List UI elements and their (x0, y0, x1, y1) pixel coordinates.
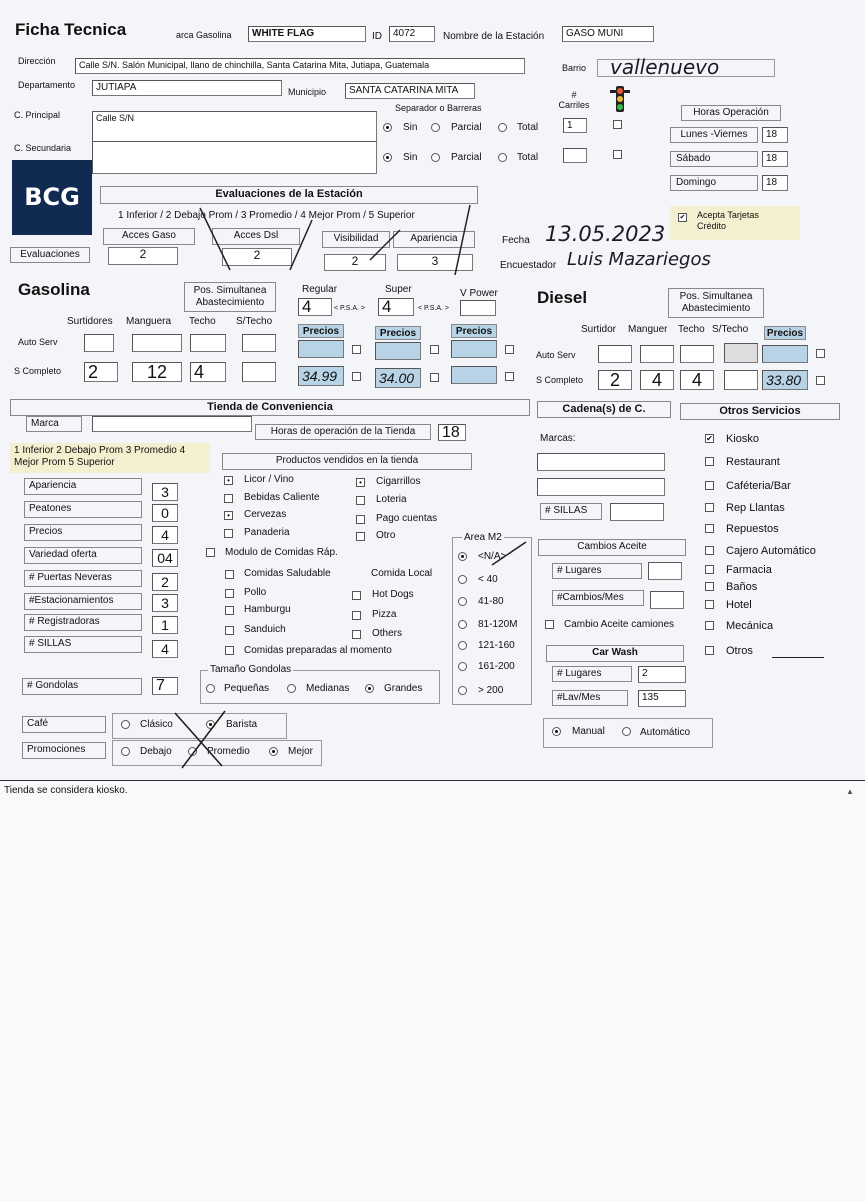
rating-field[interactable]: 1 (152, 616, 178, 634)
servicio-check[interactable] (705, 600, 714, 609)
super-field[interactable]: 4 (378, 298, 414, 316)
servicio-check[interactable] (705, 546, 714, 555)
dsl-col-stecho: S/Techo (712, 324, 749, 335)
gas-as-manguera[interactable] (132, 334, 182, 352)
cprincipal-field[interactable]: Calle S/N (92, 111, 377, 144)
servicio-label: Restaurant (726, 456, 780, 468)
servicio-label: Farmacia (726, 564, 772, 576)
precios-vpower-button[interactable]: Precios (451, 324, 497, 338)
area-radio[interactable] (458, 662, 467, 671)
area-label: 161-200 (478, 661, 515, 672)
estacion-label: Nombre de la Estación (443, 31, 545, 42)
dsl-sc-manguer[interactable]: 4 (640, 370, 674, 390)
comida-check[interactable] (225, 570, 234, 579)
servicio-label: Rep Llantas (726, 502, 785, 514)
comida-check[interactable] (225, 626, 234, 635)
lugares-label: # Lugares (552, 563, 642, 579)
producto-label: Pago cuentas (376, 513, 438, 524)
rating-field[interactable]: 4 (152, 640, 178, 658)
gas-as-check-regular[interactable] (352, 345, 361, 354)
pequenas-label: Pequeñas (224, 683, 270, 694)
cprincipal-label: C. Principal (14, 110, 61, 120)
cadena-title: Cadena(s) de C. (537, 401, 671, 418)
evaluaciones-button[interactable]: Evaluaciones (10, 247, 90, 263)
horas-tienda-label: Horas de operación de la Tienda (255, 424, 431, 440)
area-label: Area M2 (464, 532, 502, 543)
dsl-col-surtidor: Surtidor (581, 324, 617, 335)
total-label: Total (517, 122, 539, 133)
area-radio[interactable] (458, 575, 467, 584)
parcial-radio[interactable] (431, 153, 440, 162)
rating-label: # Registradoras (24, 614, 142, 631)
servicio-check[interactable]: ✔ (706, 434, 713, 443)
domingo-label: Domingo (670, 175, 758, 191)
gas-sc-check-super[interactable] (430, 373, 439, 382)
evaluaciones-scale: 1 Inferior / 2 Debajo Prom / 3 Promedio / 4 Mejor Prom / 5 Superior (118, 210, 415, 221)
camiones-check[interactable] (545, 620, 554, 629)
producto-label: Loteria (376, 494, 407, 505)
comida-label: Pizza (372, 609, 397, 620)
comidas-prep-label: Comidas preparadas al momento (244, 645, 392, 656)
comida-check[interactable] (352, 611, 361, 620)
rating-field[interactable]: 2 (152, 573, 178, 591)
gas-sc-stecho[interactable] (242, 362, 276, 382)
acces-gaso-field[interactable]: 2 (108, 247, 178, 265)
gas-col-manguera: Manguera (126, 316, 172, 327)
rating-label: Variedad oferta (24, 547, 142, 564)
id-label: ID (372, 31, 382, 42)
comidas-prep-check[interactable] (225, 646, 234, 655)
servicio-label: Caféteria/Bar (726, 480, 791, 492)
precios-super-button[interactable]: Precios (375, 326, 421, 340)
gas-autoserv-label: Auto Serv (18, 337, 58, 347)
servicio-check[interactable] (705, 582, 714, 591)
gas-sc-precio-vpower[interactable] (451, 366, 497, 384)
dsl-sc-precio[interactable]: 33.80 (762, 370, 808, 390)
dsl-precios-button[interactable]: Precios (764, 326, 806, 340)
gondolas-label: # Gondolas (22, 678, 142, 695)
psa-label: < P.S.A. > (418, 305, 450, 312)
producto-check[interactable]: • (356, 478, 365, 487)
rating-label: Peatones (24, 501, 142, 518)
mejor-label: Mejor (288, 746, 314, 757)
tamano-label: Tamaño Gondolas (210, 664, 292, 675)
gas-as-surtidores[interactable] (84, 334, 114, 352)
marcas-field-2[interactable] (537, 478, 665, 496)
dsl-col-techo: Techo (678, 324, 705, 335)
regular-field[interactable]: 4 (298, 298, 332, 316)
comida-label: Hot Dogs (372, 589, 414, 600)
cw-lugares-label: # Lugares (552, 666, 632, 682)
csecundaria-label: C. Secundaria (14, 143, 72, 153)
comida-check[interactable] (352, 630, 361, 639)
area-label: 41-80 (478, 596, 504, 607)
acces-gaso-label: Acces Gaso (103, 228, 195, 245)
gas-sc-surtidores[interactable]: 2 (84, 362, 118, 382)
gas-sc-check-regular[interactable] (352, 372, 361, 381)
dsl-as-techo[interactable] (680, 345, 714, 363)
comida-check[interactable] (352, 591, 361, 600)
comida-label: Others (372, 628, 403, 639)
producto-label: Bebidas Caliente (244, 492, 320, 503)
rating-label: # SILLAS (24, 636, 142, 653)
servicio-label: Otros (726, 645, 753, 657)
grandes-label: Grandes (384, 683, 423, 694)
lav-mes-label: #Lav/Mes (552, 690, 628, 706)
comida-check[interactable] (225, 606, 234, 615)
producto-label: Panaderia (244, 527, 290, 538)
departamento-label: Departamento (18, 80, 76, 90)
total-radio[interactable] (498, 123, 507, 132)
sabado-field[interactable]: 18 (762, 151, 788, 167)
area-radio[interactable] (458, 686, 467, 695)
medianas-radio[interactable] (287, 684, 296, 693)
marca-field[interactable] (92, 416, 252, 432)
dsl-sc-check[interactable] (816, 376, 825, 385)
producto-check[interactable] (224, 494, 233, 503)
cadena-sillas-label: # SILLAS (540, 503, 602, 520)
carwash-button[interactable]: Car Wash (546, 645, 684, 662)
acces-dsl-label: Acces Dsl (212, 228, 300, 245)
gas-as-check-super[interactable] (430, 345, 439, 354)
otros-underline (772, 657, 824, 658)
sabado-label: Sábado (670, 151, 758, 167)
cw-lugares-field[interactable]: 2 (638, 666, 686, 683)
gas-as-check-vpower[interactable] (505, 345, 514, 354)
csecundaria-field[interactable] (92, 141, 377, 174)
lav-mes-field[interactable]: 135 (638, 690, 686, 707)
rating-field[interactable]: 4 (152, 526, 178, 544)
promociones-label: Promociones (22, 742, 106, 759)
tienda-title: Tienda de Conveniencia (10, 399, 530, 416)
gas-sc-manguera[interactable]: 12 (132, 362, 182, 382)
departamento-field[interactable]: JUTIAPA (92, 80, 282, 96)
tienda-scale: 1 Inferior 2 Debajo Prom 3 Promedio 4 Mejor Prom 5 Superior (14, 445, 186, 468)
precios-regular-button[interactable]: Precios (298, 324, 344, 338)
automatico-radio[interactable] (622, 727, 631, 736)
servicio-check[interactable] (705, 524, 714, 533)
encuestador-value: Luis Mazariegos (567, 249, 711, 270)
pen-strokes (170, 200, 490, 275)
carriles-sec-field[interactable] (563, 148, 587, 163)
pequenas-radio[interactable] (206, 684, 215, 693)
area-label: <N/A> (478, 551, 507, 562)
visibilidad-label: Visibilidad (322, 231, 390, 248)
cambios-mes-label: #Cambios/Mes (552, 590, 644, 606)
separador-label: Separador o Barreras (395, 103, 482, 113)
comida-check[interactable] (225, 589, 234, 598)
rating-label: Apariencia (24, 478, 142, 495)
producto-label: Otro (376, 530, 396, 541)
total-radio[interactable] (498, 153, 507, 162)
grandes-radio[interactable] (365, 684, 374, 693)
comida-label: Comidas Saludable (244, 568, 331, 579)
clasico-radio[interactable] (121, 720, 130, 729)
manual-radio[interactable] (552, 727, 561, 736)
producto-check[interactable]: • (224, 511, 233, 520)
comida-label: Hamburgu (244, 604, 291, 615)
psa-label: < P.S.A. > (334, 305, 366, 312)
fecha-value: 13.05.2023 (545, 222, 666, 246)
rating-field[interactable]: 3 (152, 483, 178, 501)
estacion-field[interactable]: GASO MUNI (562, 26, 654, 42)
dsl-scompleto-label: S Completo (536, 375, 584, 385)
producto-check[interactable] (356, 496, 365, 505)
servicio-check[interactable] (705, 457, 714, 466)
domingo-field[interactable]: 18 (762, 175, 788, 191)
area-radio[interactable] (458, 552, 467, 561)
clasico-label: Clásico (140, 719, 173, 730)
fecha-label: Fecha (502, 235, 530, 246)
sin-radio[interactable] (383, 153, 392, 162)
area-label: > 200 (478, 685, 504, 696)
otros-title: Otros Servicios (680, 403, 840, 420)
gas-sc-precio-regular[interactable]: 34.99 (298, 366, 344, 386)
super-label: Super (385, 284, 412, 295)
pen-strokes (170, 708, 230, 770)
dsl-sc-surtidor[interactable]: 2 (598, 370, 632, 390)
sin-radio[interactable] (383, 123, 392, 132)
barrio-value: vallenuevo (610, 55, 720, 79)
servicio-check[interactable] (705, 481, 714, 490)
carriles-check[interactable] (613, 120, 622, 129)
promedio-label: Promedio (207, 746, 250, 757)
evaluaciones-title: Evaluaciones de la Estación (100, 186, 478, 204)
apariencia-label: Apariencia (393, 231, 475, 248)
dsl-as-check[interactable] (816, 349, 825, 358)
vpower-label: V Power (460, 288, 498, 299)
diesel-title: Diesel (537, 288, 588, 307)
municipio-label: Municipio (288, 87, 327, 97)
gas-sc-check-vpower[interactable] (505, 372, 514, 381)
producto-label: Cigarrillos (376, 476, 421, 487)
sin-label: Sin (403, 152, 418, 163)
direccion-field[interactable]: Calle S/N. Salón Municipal, llano de chinchilla, Santa Catarina Mita, Jutiapa, Guatemala (75, 58, 525, 74)
servicio-check[interactable] (705, 646, 714, 655)
barista-label: Barista (226, 719, 258, 730)
diesel-pos-button[interactable]: Pos. Simultanea Abastecimiento (668, 288, 764, 318)
carriles-label: # Carriles (558, 90, 590, 110)
servicio-label: Mecánica (726, 620, 774, 632)
cambios-aceite-button[interactable]: Cambios Aceite (538, 539, 686, 556)
producto-check[interactable] (356, 532, 365, 541)
area-label: 81-120M (478, 619, 518, 630)
dsl-col-manguer: Manguer (628, 324, 668, 335)
gas-sc-precio-super[interactable]: 34.00 (375, 368, 421, 388)
dsl-as-stecho[interactable] (724, 343, 758, 363)
cadena-sillas-field[interactable] (610, 503, 664, 521)
dsl-as-precio[interactable] (762, 345, 808, 363)
producto-label: Cervezas (244, 509, 287, 520)
pen-strokes (490, 540, 530, 568)
cafe-label: Café (22, 716, 106, 733)
dsl-as-surtidor[interactable] (598, 345, 632, 363)
servicio-label: Kiosko (726, 433, 760, 445)
form-title: Ficha Tecnica (15, 20, 127, 39)
dsl-autoserv-label: Auto Serv (536, 350, 576, 360)
debajo-label: Debajo (140, 746, 172, 757)
gas-col-surtidores: Surtidores (67, 316, 113, 327)
servicio-check[interactable] (705, 565, 714, 574)
dsl-sc-stecho[interactable] (724, 370, 758, 390)
comida-label: Pollo (244, 587, 267, 598)
gas-as-precio-vpower[interactable] (451, 340, 497, 358)
producto-check[interactable] (224, 529, 233, 538)
rating-label: # Puertas Neveras (24, 570, 142, 587)
producto-check[interactable]: • (224, 476, 233, 485)
carriles-field[interactable]: 1 (563, 118, 587, 133)
camiones-label: Cambio Aceite camiones (564, 619, 675, 630)
producto-check[interactable] (356, 515, 365, 524)
tarjetas-check[interactable]: ✔ (679, 214, 686, 221)
area-label: < 40 (478, 574, 498, 585)
apariencia-field[interactable]: 3 (397, 254, 473, 271)
vpower-field[interactable] (460, 300, 496, 316)
servicio-label: Baños (726, 581, 758, 593)
area-radio[interactable] (458, 597, 467, 606)
parcial-radio[interactable] (431, 123, 440, 132)
producto-label: Licor / Vino (244, 474, 294, 485)
lunes-label: Lunes -Viernes (670, 127, 758, 143)
marca-gasolina-label: arca Gasolina (176, 30, 232, 40)
area-radio[interactable] (458, 620, 467, 629)
bcg-logo: BCG (12, 160, 92, 235)
lunes-field[interactable]: 18 (762, 127, 788, 143)
manual-label: Manual (572, 726, 605, 737)
parcial-label: Parcial (451, 122, 482, 133)
gas-as-stecho[interactable] (242, 334, 276, 352)
id-field[interactable]: 4072 (389, 26, 435, 42)
regular-label: Regular (302, 284, 338, 295)
gas-as-techo[interactable] (190, 334, 226, 352)
marca-gasolina-field[interactable]: WHITE FLAG (248, 26, 366, 42)
modulo-check[interactable] (206, 548, 215, 557)
automatico-label: Automático (640, 727, 691, 738)
servicio-label: Hotel (726, 599, 752, 611)
gas-sc-techo[interactable]: 4 (190, 362, 226, 382)
servicio-check[interactable] (705, 503, 714, 512)
gas-as-precio-super[interactable] (375, 342, 421, 360)
gas-col-techo: Techo (189, 316, 216, 327)
cambios-mes-field[interactable] (650, 591, 684, 609)
dsl-as-manguer[interactable] (640, 345, 674, 363)
visibilidad-field[interactable]: 2 (324, 254, 386, 271)
medianas-label: Medianas (306, 683, 350, 694)
gas-scompleto-label: S Completo (14, 366, 62, 376)
sin-label: Sin (403, 122, 418, 133)
acces-dsl-field[interactable]: 2 (222, 248, 292, 266)
marcas-label: Marcas: (540, 433, 576, 444)
direccion-label: Dirección (18, 56, 56, 66)
dsl-sc-techo[interactable]: 4 (680, 370, 714, 390)
barrio-label: Barrio (562, 63, 587, 73)
gasolina-pos-button[interactable]: Pos. Simultanea Abastecimiento (184, 282, 276, 312)
modulo-label: Modulo de Comidas Ráp. (225, 547, 338, 558)
mejor-radio[interactable] (269, 747, 278, 756)
notes-text: Tienda se considera kiosko. (4, 785, 128, 796)
gas-col-stecho: S/Techo (236, 316, 273, 327)
total-label: Total (517, 152, 539, 163)
tarjetas-label: Acepta Tarjetas Crédito (697, 210, 759, 231)
gas-as-precio-regular[interactable] (298, 340, 344, 358)
rating-field[interactable]: 0 (152, 504, 178, 522)
debajo-radio[interactable] (121, 747, 130, 756)
gasolina-title: Gasolina (18, 280, 90, 299)
carriles-sec-check[interactable] (613, 150, 622, 159)
encuestador-label: Encuestador (500, 260, 557, 271)
horas-operacion-button[interactable]: Horas Operación (681, 105, 781, 121)
municipio-field[interactable]: SANTA CATARINA MITA (345, 83, 475, 99)
lugares-field[interactable] (648, 562, 682, 580)
gondolas-field[interactable]: 7 (152, 677, 178, 695)
marca-label: Marca (26, 416, 82, 432)
servicio-label: Cajero Automático (726, 545, 816, 557)
horas-tienda-field[interactable]: 18 (438, 424, 466, 441)
traffic-light-icon (608, 86, 632, 112)
area-label: 121-160 (478, 640, 515, 651)
notes-area[interactable] (0, 780, 865, 1201)
scroll-up-icon[interactable]: ▲ (846, 787, 854, 796)
rating-label: Precios (24, 524, 142, 541)
parcial-label: Parcial (451, 152, 482, 163)
servicio-label: Repuestos (726, 523, 779, 535)
comida-local-label: Comida Local (371, 568, 433, 579)
rating-label: #Estacionamientos (24, 593, 142, 610)
productos-title: Productos vendidos en la tienda (222, 453, 472, 470)
area-radio[interactable] (458, 641, 467, 650)
servicio-check[interactable] (705, 621, 714, 630)
comida-label: Sanduich (244, 624, 286, 635)
marcas-field-1[interactable] (537, 453, 665, 471)
rating-field[interactable]: 3 (152, 594, 178, 612)
rating-field[interactable]: 04 (152, 549, 178, 567)
